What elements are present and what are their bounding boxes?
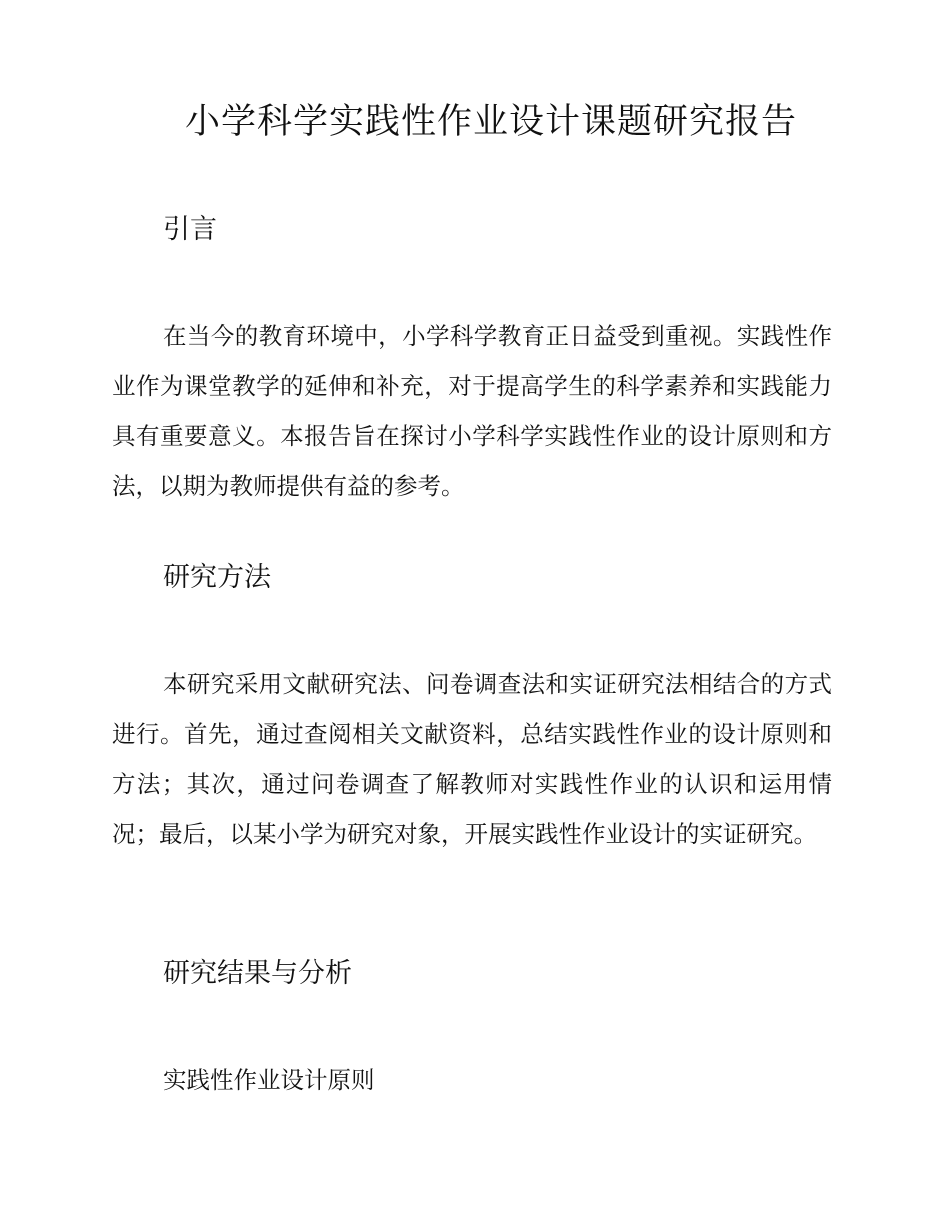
- section-paragraph-introduction: 在当今的教育环境中，小学科学教育正日益受到重视。实践性作业作为课堂教学的延伸和补充，对于提高学生的科学素养和实践能力具有重要意义。本报告旨在探讨小学科学实践性作业的设计原则和方法，以期为教师提供有益的参考。: [112, 322, 832, 500]
- section-paragraph-methods: 本研究采用文献研究法、问卷调查法和实证研究法相结合的方式进行。首先，通过查阅相关文献资料，总结实践性作业的设计原则和方法；其次，通过问卷调查了解教师对实践性作业的认识和运用情况；最后，以某小学为研究对象，开展实践性作业设计的实证研究。: [112, 670, 832, 848]
- section-subheading-design-principles: 实践性作业设计原则: [163, 1066, 375, 1094]
- section-heading-introduction: 引言: [163, 214, 217, 245]
- section-heading-methods: 研究方法: [163, 562, 271, 593]
- section-heading-results: 研究结果与分析: [163, 958, 352, 989]
- document-title: 小学科学实践性作业设计课题研究报告: [185, 102, 798, 142]
